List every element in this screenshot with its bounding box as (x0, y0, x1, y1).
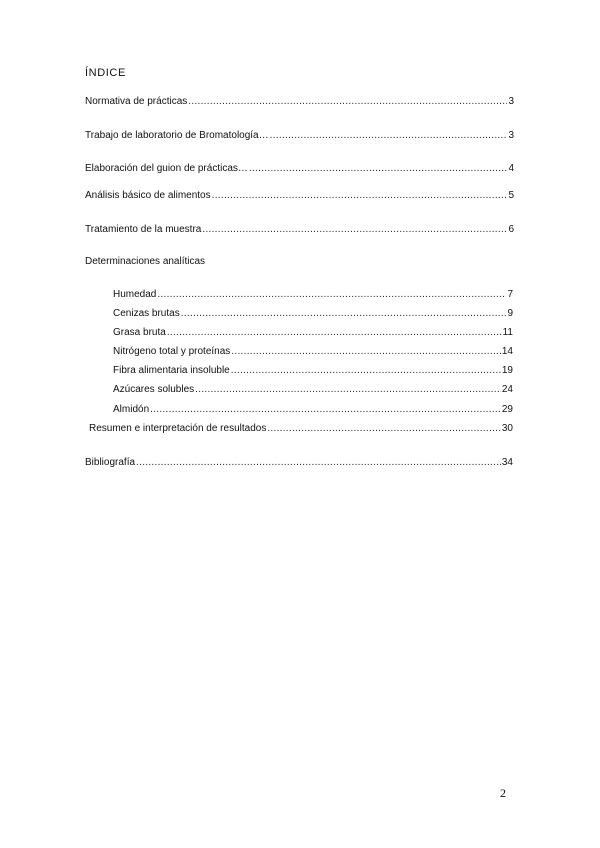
toc-leader-dots (202, 223, 507, 237)
toc-leader-dots (249, 162, 508, 176)
toc-sub-entry[interactable] (113, 307, 513, 321)
toc-entry-label: Almidón (113, 404, 150, 415)
toc-leader-dots (157, 288, 506, 302)
toc-leader-dots (231, 345, 501, 359)
toc-entry-label: Grasa bruta (113, 327, 166, 338)
section-heading: Determinaciones analíticas (85, 256, 206, 267)
toc-entry[interactable] (85, 456, 513, 470)
toc-entry[interactable] (85, 223, 514, 237)
toc-entry-page: 19 (501, 365, 513, 376)
toc-entry-label: Bibliografía (85, 457, 136, 468)
toc-entry-page: 3 (508, 130, 514, 141)
toc-leader-dots (188, 95, 507, 109)
toc-entry-label: Normativa de prácticas (85, 96, 188, 107)
toc-sub-entry[interactable] (113, 403, 513, 417)
toc-entry-page: 29 (501, 404, 513, 415)
toc-entry-page: 6 (508, 224, 514, 235)
toc-entry-page: 5 (508, 190, 514, 201)
page-number: 2 (500, 786, 506, 800)
toc-entry-page: 3 (508, 96, 514, 107)
toc-entry-label: Análisis básico de alimentos (85, 190, 211, 201)
toc-entry-label: Fibra alimentaria insoluble (113, 365, 230, 376)
toc-entry-label: Humedad (113, 289, 157, 300)
toc-sub-entry[interactable] (113, 364, 513, 378)
toc-sub-entry[interactable] (113, 383, 513, 397)
toc-leader-dots (167, 326, 502, 340)
toc-entry-label: Azúcares solubles (113, 384, 195, 395)
toc-entry-label: Trabajo de laboratorio de Bromatología… (85, 130, 269, 141)
toc-entry-label: Tratamiento de la muestra (85, 224, 202, 235)
toc-entry-label: Resumen e interpretación de resultados (89, 423, 267, 434)
toc-entry-label: Elaboración del guion de prácticas… (85, 163, 248, 174)
toc-entry-page: 11 (502, 327, 513, 338)
toc-leader-dots (150, 403, 501, 417)
toc-leader-dots (136, 456, 501, 470)
toc-entry[interactable] (85, 162, 514, 176)
toc-entry-page: 34 (501, 457, 513, 468)
toc-entry-page: 4 (508, 163, 514, 174)
toc-leader-dots (231, 364, 501, 378)
toc-entry[interactable] (89, 422, 513, 436)
toc-entry[interactable] (85, 95, 514, 109)
toc-leader-dots (267, 422, 501, 436)
toc-entry-label: Nitrógeno total y proteínas (113, 346, 231, 357)
index-title: ÍNDICE (85, 67, 126, 79)
toc-sub-entry[interactable] (113, 326, 513, 340)
toc-leader-dots (270, 129, 508, 143)
toc-entry-page: 7 (507, 289, 513, 300)
toc-sub-entry[interactable] (113, 345, 513, 359)
toc-entry-label: Cenizas brutas (113, 308, 180, 319)
toc-entry[interactable] (85, 129, 514, 143)
toc-entry[interactable] (85, 189, 514, 203)
toc-entry-page: 9 (507, 308, 513, 319)
toc-entry-page: 30 (501, 423, 513, 434)
toc-entry-page: 24 (501, 384, 513, 395)
toc-entry-page: 14 (501, 346, 513, 357)
toc-sub-entry[interactable] (113, 288, 513, 302)
toc-leader-dots (195, 383, 501, 397)
toc-leader-dots (212, 189, 508, 203)
toc-leader-dots (181, 307, 507, 321)
